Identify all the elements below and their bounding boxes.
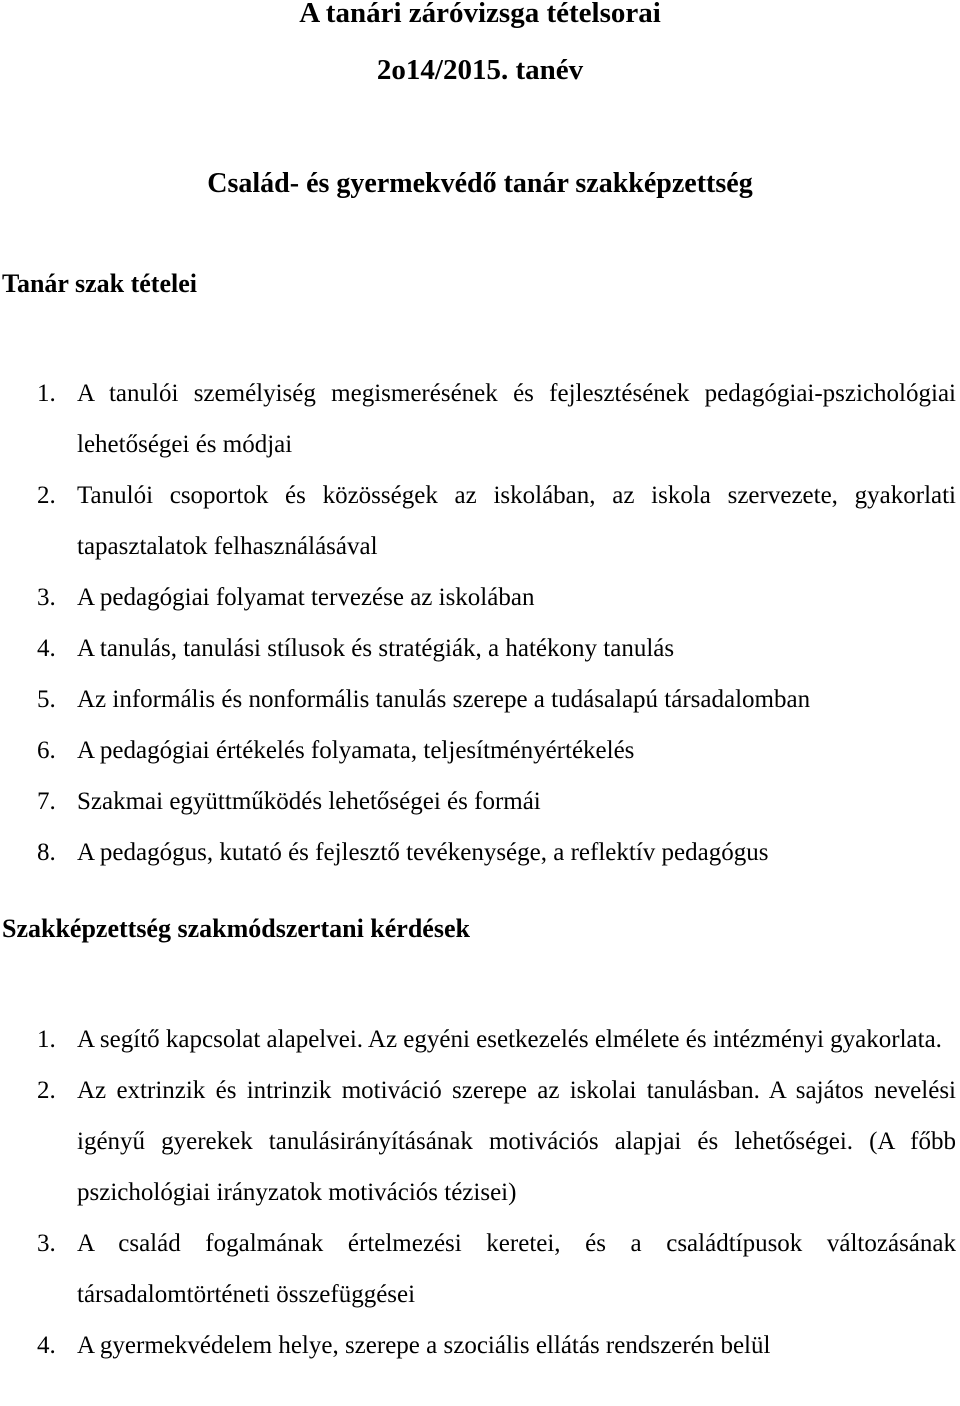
item-text: A tanulás, tanulási stílusok és stratégiák, a hatékony tanulás xyxy=(77,635,675,662)
item-text: A segítő kapcsolat alapelvei. Az egyéni esetkezelés elmélete és intézményi gyakorlata. xyxy=(77,1026,942,1053)
item-text: Az informális és nonformális tanulás szerepe a tudásalapú társadalomban xyxy=(77,686,811,713)
item-number: 2. xyxy=(37,1077,56,1104)
item-text: Az extrinzik és intrinzik motiváció szerepe az iskolai tanulásban. A sajátos nevelési igényű gyerekek tanulásirányításának motivációs alapjai és lehetőségei. (A főbb pszichológiai irányzatok motivációs tézisei) xyxy=(77,1077,956,1206)
list-item xyxy=(0,368,960,470)
item-text: A tanulói személyiség megismerésének és fejlesztésének pedagógiai-pszichológiai lehetőségei és módjai xyxy=(77,380,956,458)
item-number: 7. xyxy=(37,788,56,815)
teacher-topics-list xyxy=(0,368,960,878)
item-text: A pedagógiai folyamat tervezése az iskolában xyxy=(77,584,535,611)
item-number: 1. xyxy=(37,1026,56,1053)
item-number: 6. xyxy=(37,737,56,764)
item-number: 3. xyxy=(37,1230,56,1257)
item-text: A pedagógus, kutató és fejlesztő tevékenysége, a reflektív pedagógus xyxy=(77,839,769,866)
item-text: A gyermekvédelem helye, szerepe a szociális ellátás rendszerén belül xyxy=(77,1332,771,1359)
item-text: Tanulói csoportok és közösségek az iskolában, az iskola szervezete, gyakorlati tapasztalatok felhasználásával xyxy=(77,482,956,560)
list-item xyxy=(0,1320,960,1371)
item-text: Szakmai együttműködés lehetőségei és formái xyxy=(77,788,541,815)
list-item xyxy=(0,470,960,572)
item-number: 1. xyxy=(37,380,56,407)
item-text: A pedagógiai értékelés folyamata, teljesítményértékelés xyxy=(77,737,635,764)
list-item xyxy=(0,1014,960,1065)
list-item xyxy=(0,1218,960,1320)
qualification-title: Család- és gyermekvédő tanár szakképzettség xyxy=(207,168,753,199)
list-item xyxy=(0,623,960,674)
methodology-topics-list xyxy=(0,1014,960,1371)
item-number: 8. xyxy=(37,839,56,866)
list-item xyxy=(0,572,960,623)
item-number: 5. xyxy=(37,686,56,713)
item-number: 2. xyxy=(37,482,56,509)
list-item xyxy=(0,827,960,878)
list-item xyxy=(0,1065,960,1218)
item-number: 4. xyxy=(37,1332,56,1359)
section-heading-teacher-topics: Tanár szak tételei xyxy=(2,269,197,298)
section-heading-methodology: Szakképzettség szakmódszertani kérdések xyxy=(2,914,470,943)
document-title: A tanári záróvizsga tételsorai xyxy=(299,0,661,29)
item-number: 4. xyxy=(37,635,56,662)
list-item xyxy=(0,725,960,776)
item-number: 3. xyxy=(37,584,56,611)
list-item xyxy=(0,776,960,827)
list-item xyxy=(0,674,960,725)
academic-year: 2o14/2015. tanév xyxy=(376,54,584,86)
item-text: A család fogalmának értelmezési keretei, és a családtípusok változásának társadalomtörténeti összefüggései xyxy=(77,1230,956,1308)
